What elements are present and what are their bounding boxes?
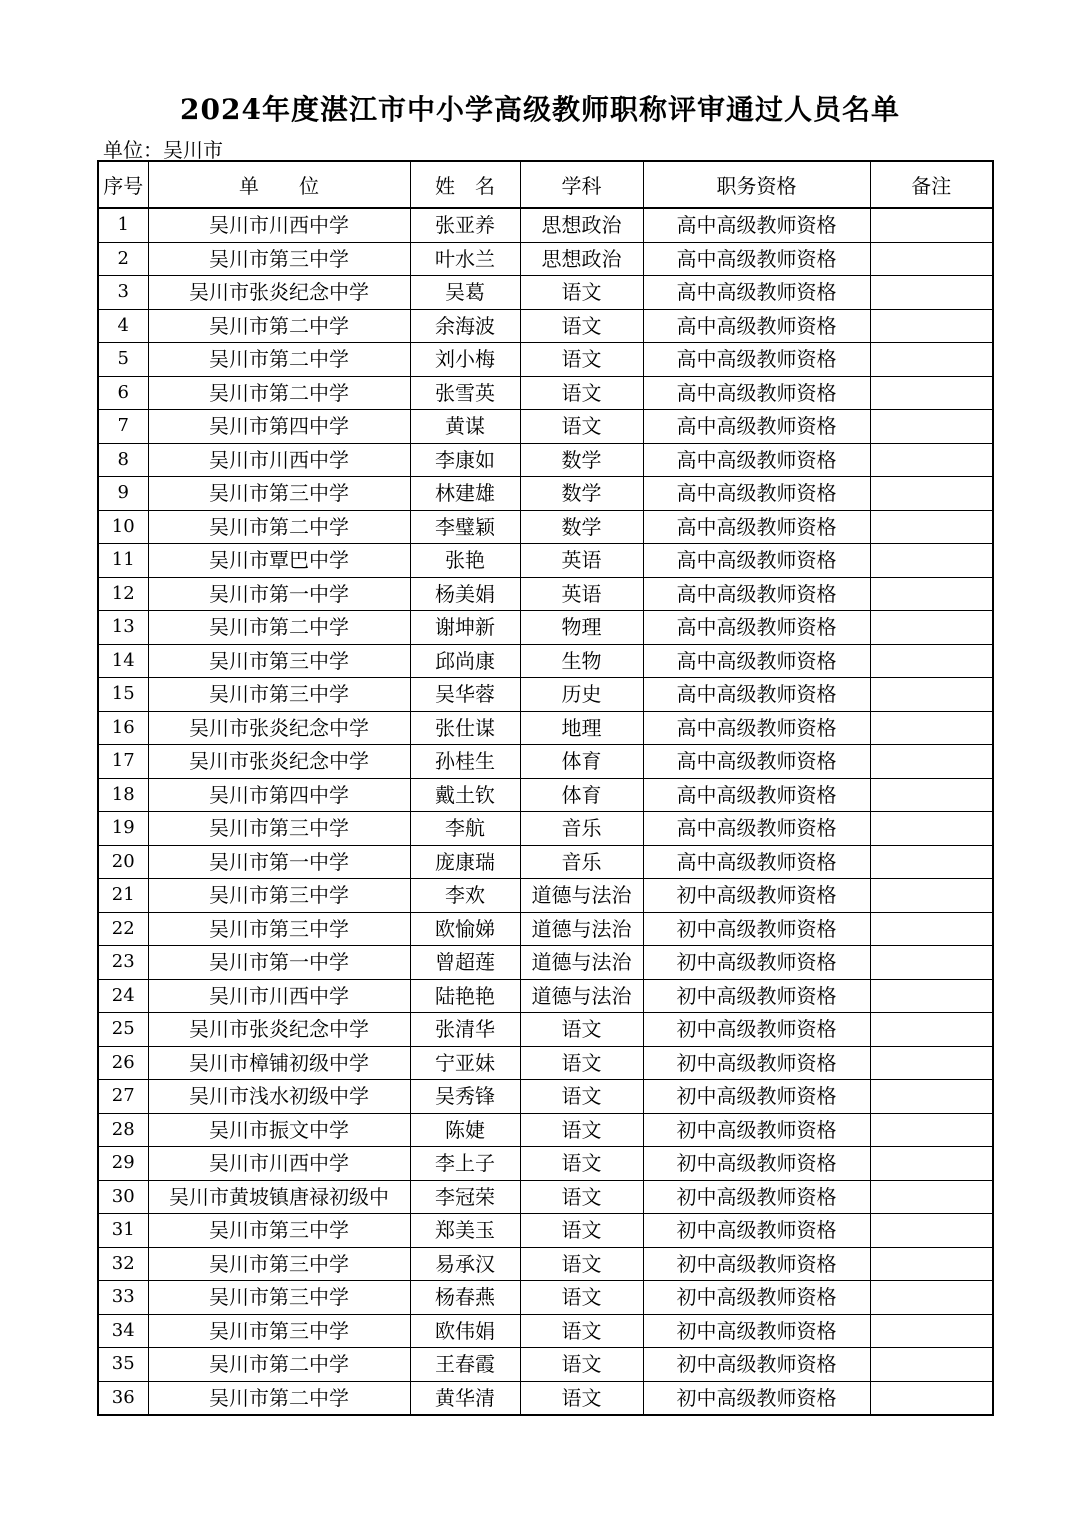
cell-qualification: 高中高级教师资格: [643, 410, 870, 444]
cell-remark: [870, 1281, 993, 1315]
cell-subject: 语文: [520, 1046, 643, 1080]
cell-remark: [870, 1147, 993, 1181]
cell-seq: 29: [98, 1147, 148, 1181]
cell-qualification: 初中高级教师资格: [643, 1113, 870, 1147]
table-row: [98, 577, 993, 611]
cell-name: 欧愉娣: [410, 912, 520, 946]
cell-remark: [870, 1013, 993, 1047]
cell-seq: 24: [98, 979, 148, 1013]
cell-name: 吴葛: [410, 276, 520, 310]
cell-qualification: 初中高级教师资格: [643, 946, 870, 980]
cell-qualification: 高中高级教师资格: [643, 812, 870, 846]
cell-subject: 数学: [520, 510, 643, 544]
cell-name: 张仕谋: [410, 711, 520, 745]
cell-remark: [870, 510, 993, 544]
cell-seq: 16: [98, 711, 148, 745]
cell-seq: 27: [98, 1080, 148, 1114]
cell-unit: 吴川市第二中学: [148, 1348, 410, 1382]
table-row: [98, 410, 993, 444]
cell-subject: 道德与法治: [520, 879, 643, 913]
cell-subject: 语文: [520, 1147, 643, 1181]
cell-name: 王春霞: [410, 1348, 520, 1382]
cell-subject: 思想政治: [520, 208, 643, 242]
cell-name: 谢坤新: [410, 611, 520, 645]
cell-seq: 32: [98, 1247, 148, 1281]
cell-seq: 31: [98, 1214, 148, 1248]
cell-unit: 吴川市第一中学: [148, 946, 410, 980]
table-row: [98, 544, 993, 578]
cell-subject: 语文: [520, 1381, 643, 1415]
table-row: [98, 343, 993, 377]
cell-subject: 地理: [520, 711, 643, 745]
table-header-row: [98, 161, 993, 208]
cell-name: 刘小梅: [410, 343, 520, 377]
cell-subject: 语文: [520, 410, 643, 444]
cell-subject: 音乐: [520, 812, 643, 846]
cell-unit: 吴川市第一中学: [148, 845, 410, 879]
cell-unit: 吴川市第二中学: [148, 611, 410, 645]
cell-unit: 吴川市第三中学: [148, 678, 410, 712]
table-row: [98, 812, 993, 846]
cell-seq: 23: [98, 946, 148, 980]
cell-unit: 吴川市第三中学: [148, 812, 410, 846]
table-row: [98, 1147, 993, 1181]
cell-unit: 吴川市第四中学: [148, 778, 410, 812]
cell-qualification: 初中高级教师资格: [643, 1147, 870, 1181]
cell-subject: 语文: [520, 309, 643, 343]
cell-seq: 9: [98, 477, 148, 511]
cell-qualification: 高中高级教师资格: [643, 678, 870, 712]
cell-qualification: 高中高级教师资格: [643, 343, 870, 377]
cell-subject: 语文: [520, 1013, 643, 1047]
cell-name: 宁亚妹: [410, 1046, 520, 1080]
cell-qualification: 高中高级教师资格: [643, 745, 870, 779]
cell-qualification: 初中高级教师资格: [643, 1180, 870, 1214]
cell-subject: 语文: [520, 1348, 643, 1382]
cell-seq: 7: [98, 410, 148, 444]
cell-name: 孙桂生: [410, 745, 520, 779]
cell-name: 杨春燕: [410, 1281, 520, 1315]
cell-unit: 吴川市第三中学: [148, 1281, 410, 1315]
cell-unit: 吴川市黄坡镇唐禄初级中: [148, 1180, 410, 1214]
cell-unit: 吴川市第二中学: [148, 309, 410, 343]
cell-qualification: 高中高级教师资格: [643, 644, 870, 678]
cell-qualification: 初中高级教师资格: [643, 979, 870, 1013]
cell-unit: 吴川市第三中学: [148, 242, 410, 276]
cell-name: 余海波: [410, 309, 520, 343]
cell-name: 李璧颖: [410, 510, 520, 544]
cell-unit: 吴川市川西中学: [148, 208, 410, 242]
header-remark: 备注: [870, 161, 993, 208]
cell-qualification: 高中高级教师资格: [643, 242, 870, 276]
cell-remark: [870, 1348, 993, 1382]
cell-remark: [870, 912, 993, 946]
table-row: [98, 1214, 993, 1248]
table-row: [98, 845, 993, 879]
cell-name: 吴华蓉: [410, 678, 520, 712]
cell-seq: 3: [98, 276, 148, 310]
cell-unit: 吴川市第三中学: [148, 477, 410, 511]
table-body: [98, 208, 993, 1415]
table-row: [98, 309, 993, 343]
table-row: [98, 678, 993, 712]
table-row: [98, 1013, 993, 1047]
cell-remark: [870, 1080, 993, 1114]
table-row: [98, 510, 993, 544]
cell-remark: [870, 343, 993, 377]
header-seq: 序号: [98, 161, 148, 208]
cell-unit: 吴川市川西中学: [148, 1147, 410, 1181]
cell-unit: 吴川市川西中学: [148, 443, 410, 477]
cell-name: 李欢: [410, 879, 520, 913]
cell-remark: [870, 745, 993, 779]
table-row: [98, 1113, 993, 1147]
table-row: [98, 745, 993, 779]
cell-qualification: 高中高级教师资格: [643, 611, 870, 645]
cell-unit: 吴川市浅水初级中学: [148, 1080, 410, 1114]
cell-unit: 吴川市第二中学: [148, 510, 410, 544]
header-unit: 单 位: [148, 161, 410, 208]
cell-seq: 25: [98, 1013, 148, 1047]
cell-subject: 道德与法治: [520, 979, 643, 1013]
cell-seq: 15: [98, 678, 148, 712]
cell-remark: [870, 577, 993, 611]
table-row: [98, 477, 993, 511]
cell-seq: 35: [98, 1348, 148, 1382]
cell-seq: 30: [98, 1180, 148, 1214]
table-row: [98, 611, 993, 645]
cell-remark: [870, 1113, 993, 1147]
cell-subject: 语文: [520, 1314, 643, 1348]
cell-remark: [870, 611, 993, 645]
document-title: 2024年度湛江市中小学高级教师职称评审通过人员名单: [180, 93, 900, 126]
cell-qualification: 初中高级教师资格: [643, 1314, 870, 1348]
cell-unit: 吴川市樟铺初级中学: [148, 1046, 410, 1080]
cell-qualification: 初中高级教师资格: [643, 1281, 870, 1315]
header-subject: 学科: [520, 161, 643, 208]
roster-table: [97, 160, 994, 1416]
cell-remark: [870, 376, 993, 410]
cell-seq: 8: [98, 443, 148, 477]
cell-name: 欧伟娟: [410, 1314, 520, 1348]
cell-name: 张雪英: [410, 376, 520, 410]
cell-seq: 33: [98, 1281, 148, 1315]
cell-unit: 吴川市第三中学: [148, 1314, 410, 1348]
cell-qualification: 高中高级教师资格: [643, 443, 870, 477]
cell-name: 李康如: [410, 443, 520, 477]
table-row: [98, 443, 993, 477]
cell-remark: [870, 946, 993, 980]
cell-name: 易承汉: [410, 1247, 520, 1281]
cell-qualification: 高中高级教师资格: [643, 477, 870, 511]
cell-remark: [870, 845, 993, 879]
table-row: [98, 376, 993, 410]
cell-unit: 吴川市第三中学: [148, 644, 410, 678]
cell-remark: [870, 242, 993, 276]
cell-name: 张清华: [410, 1013, 520, 1047]
cell-name: 张艳: [410, 544, 520, 578]
cell-seq: 20: [98, 845, 148, 879]
cell-qualification: 高中高级教师资格: [643, 376, 870, 410]
cell-qualification: 初中高级教师资格: [643, 1046, 870, 1080]
cell-seq: 26: [98, 1046, 148, 1080]
cell-name: 庞康瑞: [410, 845, 520, 879]
cell-remark: [870, 812, 993, 846]
cell-remark: [870, 1214, 993, 1248]
table-row: [98, 1080, 993, 1114]
cell-remark: [870, 477, 993, 511]
table-row: [98, 208, 993, 242]
cell-subject: 语文: [520, 343, 643, 377]
cell-seq: 17: [98, 745, 148, 779]
cell-seq: 12: [98, 577, 148, 611]
cell-subject: 思想政治: [520, 242, 643, 276]
table-row: [98, 1381, 993, 1415]
cell-remark: [870, 879, 993, 913]
cell-subject: 体育: [520, 778, 643, 812]
cell-remark: [870, 410, 993, 444]
cell-unit: 吴川市张炎纪念中学: [148, 711, 410, 745]
cell-unit: 吴川市第三中学: [148, 1214, 410, 1248]
cell-name: 郑美玉: [410, 1214, 520, 1248]
cell-qualification: 高中高级教师资格: [643, 309, 870, 343]
cell-name: 吴秀锋: [410, 1080, 520, 1114]
cell-subject: 道德与法治: [520, 946, 643, 980]
cell-unit: 吴川市第二中学: [148, 343, 410, 377]
cell-remark: [870, 1247, 993, 1281]
cell-unit: 吴川市张炎纪念中学: [148, 1013, 410, 1047]
cell-subject: 语文: [520, 1113, 643, 1147]
cell-subject: 语文: [520, 276, 643, 310]
cell-subject: 音乐: [520, 845, 643, 879]
table-row: [98, 711, 993, 745]
table-row: [98, 1180, 993, 1214]
table-row: [98, 778, 993, 812]
cell-seq: 14: [98, 644, 148, 678]
cell-qualification: 初中高级教师资格: [643, 1013, 870, 1047]
cell-qualification: 高中高级教师资格: [643, 577, 870, 611]
cell-remark: [870, 778, 993, 812]
table-row: [98, 1046, 993, 1080]
cell-subject: 物理: [520, 611, 643, 645]
cell-name: 林建雄: [410, 477, 520, 511]
cell-unit: 吴川市振文中学: [148, 1113, 410, 1147]
cell-unit: 吴川市张炎纪念中学: [148, 745, 410, 779]
cell-subject: 生物: [520, 644, 643, 678]
cell-name: 陈婕: [410, 1113, 520, 1147]
table-row: [98, 644, 993, 678]
cell-name: 邱尚康: [410, 644, 520, 678]
cell-name: 李航: [410, 812, 520, 846]
table-row: [98, 879, 993, 913]
cell-unit: 吴川市川西中学: [148, 979, 410, 1013]
table-row: [98, 1281, 993, 1315]
cell-unit: 吴川市第四中学: [148, 410, 410, 444]
cell-qualification: 高中高级教师资格: [643, 845, 870, 879]
cell-qualification: 高中高级教师资格: [643, 208, 870, 242]
cell-unit: 吴川市覃巴中学: [148, 544, 410, 578]
cell-seq: 1: [98, 208, 148, 242]
cell-qualification: 初中高级教师资格: [643, 1214, 870, 1248]
cell-qualification: 初中高级教师资格: [643, 1348, 870, 1382]
cell-remark: [870, 208, 993, 242]
cell-subject: 语文: [520, 1247, 643, 1281]
cell-remark: [870, 711, 993, 745]
cell-seq: 22: [98, 912, 148, 946]
cell-subject: 体育: [520, 745, 643, 779]
cell-subject: 英语: [520, 577, 643, 611]
table-row: [98, 979, 993, 1013]
cell-unit: 吴川市第一中学: [148, 577, 410, 611]
cell-seq: 21: [98, 879, 148, 913]
cell-subject: 语文: [520, 1180, 643, 1214]
cell-remark: [870, 1180, 993, 1214]
cell-remark: [870, 1314, 993, 1348]
cell-subject: 语文: [520, 1281, 643, 1315]
cell-name: 曾超莲: [410, 946, 520, 980]
table-row: [98, 1247, 993, 1281]
cell-seq: 13: [98, 611, 148, 645]
table-row: [98, 1314, 993, 1348]
table-row: [98, 276, 993, 310]
cell-name: 陆艳艳: [410, 979, 520, 1013]
cell-unit: 吴川市张炎纪念中学: [148, 276, 410, 310]
cell-qualification: 初中高级教师资格: [643, 912, 870, 946]
cell-seq: 36: [98, 1381, 148, 1415]
cell-name: 戴土钦: [410, 778, 520, 812]
cell-seq: 11: [98, 544, 148, 578]
cell-seq: 5: [98, 343, 148, 377]
cell-name: 黄华清: [410, 1381, 520, 1415]
cell-subject: 语文: [520, 1214, 643, 1248]
header-name: 姓 名: [410, 161, 520, 208]
cell-seq: 4: [98, 309, 148, 343]
table-row: [98, 946, 993, 980]
cell-qualification: 高中高级教师资格: [643, 778, 870, 812]
cell-seq: 10: [98, 510, 148, 544]
cell-subject: 道德与法治: [520, 912, 643, 946]
cell-subject: 历史: [520, 678, 643, 712]
cell-name: 李冠荣: [410, 1180, 520, 1214]
cell-name: 黄谋: [410, 410, 520, 444]
header-qualification: 职务资格: [643, 161, 870, 208]
cell-remark: [870, 678, 993, 712]
cell-remark: [870, 443, 993, 477]
cell-qualification: 初中高级教师资格: [643, 879, 870, 913]
cell-qualification: 初中高级教师资格: [643, 1381, 870, 1415]
cell-unit: 吴川市第二中学: [148, 1381, 410, 1415]
cell-remark: [870, 644, 993, 678]
cell-qualification: 高中高级教师资格: [643, 711, 870, 745]
cell-subject: 英语: [520, 544, 643, 578]
cell-name: 叶水兰: [410, 242, 520, 276]
cell-subject: 语文: [520, 376, 643, 410]
cell-unit: 吴川市第二中学: [148, 376, 410, 410]
cell-remark: [870, 309, 993, 343]
table-row: [98, 1348, 993, 1382]
cell-unit: 吴川市第三中学: [148, 912, 410, 946]
unit-label: 单位：吴川市: [103, 138, 223, 162]
cell-remark: [870, 1046, 993, 1080]
cell-name: 李上子: [410, 1147, 520, 1181]
cell-seq: 28: [98, 1113, 148, 1147]
cell-qualification: 高中高级教师资格: [643, 276, 870, 310]
cell-subject: 数学: [520, 443, 643, 477]
cell-subject: 语文: [520, 1080, 643, 1114]
cell-qualification: 初中高级教师资格: [643, 1080, 870, 1114]
cell-unit: 吴川市第三中学: [148, 1247, 410, 1281]
cell-qualification: 高中高级教师资格: [643, 544, 870, 578]
cell-unit: 吴川市第三中学: [148, 879, 410, 913]
cell-remark: [870, 979, 993, 1013]
cell-remark: [870, 276, 993, 310]
table-row: [98, 242, 993, 276]
cell-name: 杨美娟: [410, 577, 520, 611]
cell-subject: 数学: [520, 477, 643, 511]
cell-remark: [870, 1381, 993, 1415]
cell-qualification: 初中高级教师资格: [643, 1247, 870, 1281]
cell-qualification: 高中高级教师资格: [643, 510, 870, 544]
cell-seq: 18: [98, 778, 148, 812]
cell-name: 张亚养: [410, 208, 520, 242]
cell-remark: [870, 544, 993, 578]
cell-seq: 34: [98, 1314, 148, 1348]
cell-seq: 2: [98, 242, 148, 276]
cell-seq: 19: [98, 812, 148, 846]
table-row: [98, 912, 993, 946]
cell-seq: 6: [98, 376, 148, 410]
